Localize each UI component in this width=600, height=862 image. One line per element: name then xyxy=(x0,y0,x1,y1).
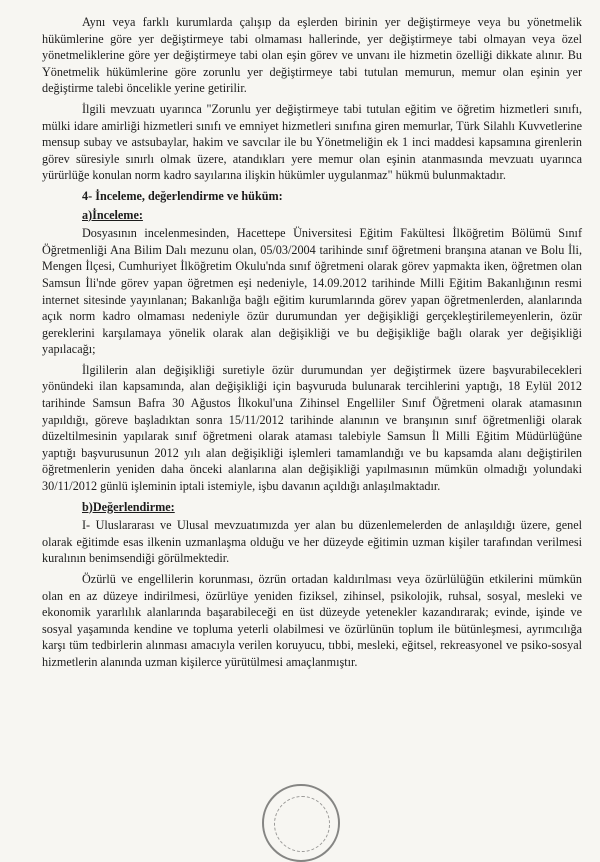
paragraph-specialization: I- Uluslararası ve Ulusal mevzuatımızda yer alan bu düzenlemelerden de anlaşıldığı üzere, genel olarak eğitimde esas ilkenin uzmanlaşma olduğu ve her düzeyde eğitimin uzman kişiler tarafından verilmesi kuralının benimsendiği görülmektedir. xyxy=(42,518,582,566)
subheading-degerlendirme: b)Değerlendirme: xyxy=(82,499,175,514)
paragraph-case-file: Dosyasının incelenmesinden, Hacettepe Üniversitesi Eğitim Fakültesi İlköğretim Bölümü Sınıf Öğretmenliği Ana Bilim Dalı mezunu olan, 05/03/2004 tarihinde sınıf öğretmeni branşına atanan ve Bolu İli, Mengen İlçesi, Cumhuriyet İlköğretim Okulu'nda sınıf öğretmeni olarak görev yapmakta iken, öğretmen olan Samsun İli'nde görev yapan öğretmen eşi nedeniyle, 14.09.2012 tarihinde Milli Eğitim Bakanlığının resmi internet sitesinde yayınlanan; Bakanlığa bağlı eğitim kurumlarında görev yapan öğretmenlerden, alanlarında açık norm kadro olmaması nedeniyle özür durumundan yer değişikliği gerçekleştirilemeyenlerin, özür gereklerini karşılamaya yönelik olarak alan değişikliği ve bu değişikliğe bağlı olarak yer değişikliği yapılacağı; xyxy=(42,226,582,357)
official-seal-stamp xyxy=(262,784,340,862)
official-seal-inner-ring xyxy=(274,796,330,852)
paragraph-disabled-protection: Özürlü ve engellilerin korunması, özrün ortadan kaldırılması veya özürlülüğün etkilerini mümkün olan en az düzeye indirilmesi, özürlüye yeniden fiziksel, zihinsel, psikolojik, ruhsal, sosyal, mesleki ve ekonomik yararlılık alanlarında başarabileceği en üst düzeyde yetenekler kazandırarak; evinde, işinde ve sosyal yaşamında kendine ve topluma yeterli olabilmesi ve özürlünün toplum ile bütünleşmesi, ayrımcılığa karşı tüm tedbirlerin alınması amacıyla verilen koruyucu, tıbbi, mesleki, eğitsel, rekreasyonel ve psiko-sosyal hizmetlerin alanında uzman kişilerce yürütülmesi amaçlanmıştır. xyxy=(42,572,582,669)
paragraph-spouse-relocation: Aynı veya farklı kurumlarda çalışıp da eşlerden birinin yer değiştirmeye veya bu yönetmelik hükümlerine göre yer değiştirmeye tabi olmaması hallerinde, yer değiştirmeye tabi olmayan veya özel yönetmeliklerine göre yer değiştirmeye tabi olan eşin görev ve unvanı ile hizmetin özelliği dikkate alınır. Bu Yönetmelik hükümlerine göre zorunlu yer değiştirmeye tabi tutulan memurun, memur olan eşinin yer değiştirme talebi öncelikle yerine getirilir. xyxy=(42,15,582,96)
paragraph-legislation-quote: İlgili mevzuatı uyarınca "Zorunlu yer değiştirmeye tabi tutulan eğitim ve öğretim hizmetleri sınıfı, mülki idare amirliği hizmetleri sınıfı ve emniyet hizmetleri sınıfına giren memurlar, Türk Silahlı Kuvvetlerine mensup subay ve astsubaylar, hakim ve savcılar ile bu Yönetmeliğin ek 1 inci maddesi kapsamına girenlerin görev süresiyle sınırlı olmak üzere, atandıkları yere memur olan eşinin atanmasında mevzuatı uyarınca yürürlüğe konulan norm kadro sayılarına ilişkin hükümler uygulanmaz" hükmü bulunmaktadır. xyxy=(42,101,582,183)
subheading-inceleme: a)İnceleme: xyxy=(82,207,143,222)
paragraph-application: İlgililerin alan değişikliği suretiyle özür durumundan yer değiştirmek üzere başvurabilecekleri yönündeki ilan kapsamında, alan değişikliği için başvuruda bulunarak tercihlerini yaptığı, 18 Eylül 2012 tarihinde Samsun Bafra 30 Ağustos İlkokul'una Zihinsel Engelliler Sınıf Öğretmeni olarak atamasının yapıldığı, göreve başladıktan sonra 15/11/2012 tarihinde alanının ve branşının sınıf öğretmenliği olarak düzeltilmesinin yapılarak sınıf öğretmeni olarak ataması talebiyle Samsun İl Milli Eğitim Müdürlüğüne yaptığı başvurusunun 2012 yılı alan değişikliği işlemleri tamamlandığı ve bu kapsamda alanı değiştirilen öğretmenlerin yeniden daha önceki alanlarına alan değişikliği yapılmasının mümkün olmadığı yolundaki 30/11/2012 günlü işleminin iptali istemiyle, işbu davanın açıldığı anlaşılmaktadır. xyxy=(42,362,582,494)
section-heading-review: 4- İnceleme, değerlendirme ve hüküm: xyxy=(82,188,283,203)
